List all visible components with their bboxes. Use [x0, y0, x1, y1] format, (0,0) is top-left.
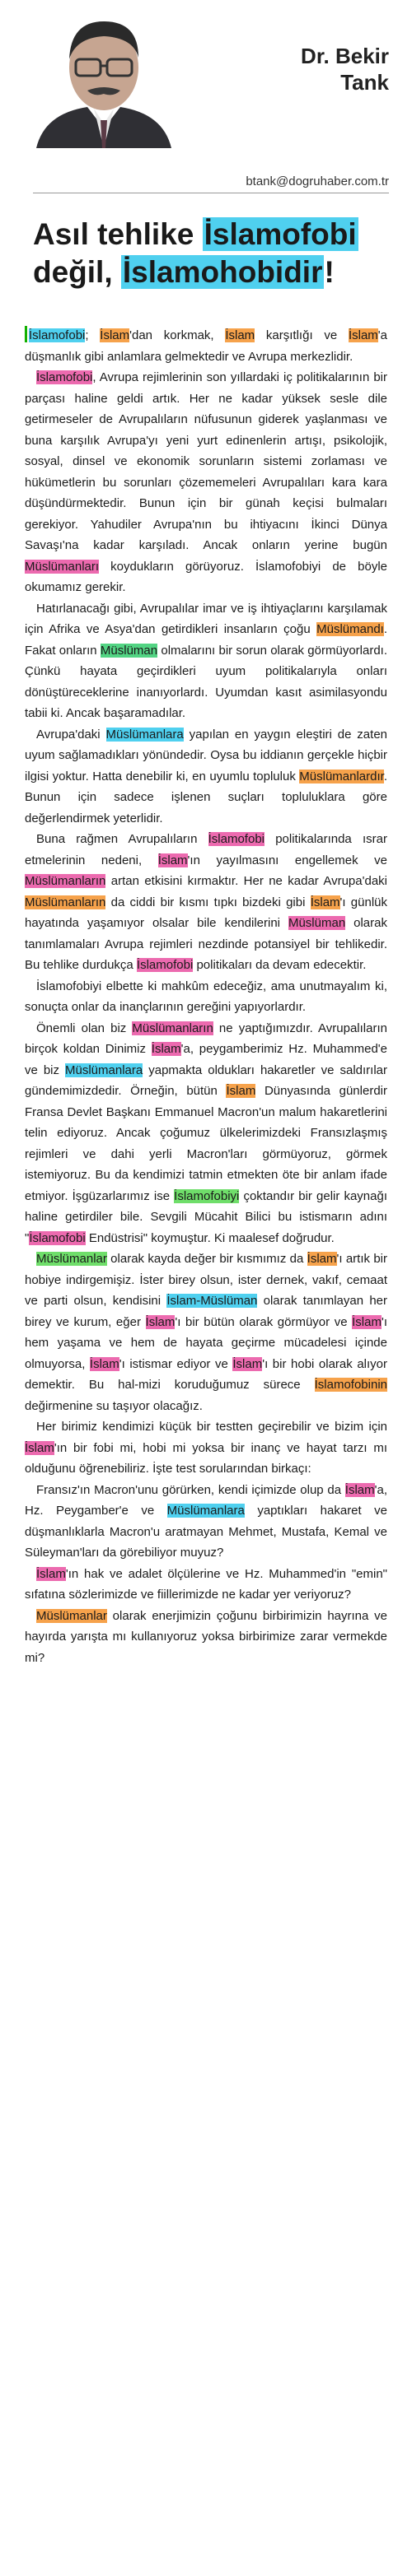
highlighted-term: Müslümanlardır	[299, 769, 384, 783]
highlighted-term: Müslümandı	[316, 622, 384, 636]
paragraph-text: 'ı istismar ediyor ve	[119, 1356, 233, 1371]
paragraph	[25, 598, 387, 724]
paragraph-text: yapmakta oldukları hakaretler ve saldırılar gündemimizdedir. Örneğin, bütün	[25, 1062, 387, 1098]
paragraph-text: Endüstrisi" koymuştur. Ki maalesef doğrudur.	[85, 1230, 335, 1245]
email-divider	[33, 174, 389, 193]
author-last-name: Tank	[340, 70, 389, 95]
highlighted-term: Müslümanlara	[65, 1062, 143, 1077]
paragraph-text: 'ın hak ve adalet ölçülerine ve Hz. Muhammed'in "emin" sıfatına sözlerimizde ve fiillerimizde ne kadar yer veriyoruz?	[25, 1566, 387, 1602]
title-line2-prefix: değil,	[33, 255, 121, 289]
highlighted-term: İslamofobi	[29, 328, 86, 342]
highlighted-term: İslam-Müslüman	[166, 1294, 258, 1308]
paragraph-text: Hatırlanacağı gibi, Avrupalılar imar ve iş ihtiyaçlarını karşılamak için Afrika ve Asya'dan getirdikleri insanların çoğu	[25, 601, 387, 636]
highlighted-term: İslam	[310, 895, 340, 909]
paragraph-text: . Bunun için sadece işlenen suçları topluluklara göre değerlendirmek yeterlidir.	[25, 769, 387, 825]
article-title	[33, 216, 396, 291]
highlighted-term: İslam	[151, 1042, 181, 1056]
paragraph-text: 'ı bir bütün olarak görmüyor ve	[175, 1314, 353, 1329]
paragraph-text: çoktandır bir gelir kaynağı haline getirdiler bile. Sevgili Mücahit Bilici bu istismarın adını "	[25, 1188, 388, 1245]
author-name-block	[301, 43, 389, 95]
highlighted-term: İslam	[348, 328, 378, 342]
paragraph-text: yapılan en yaygın eleştiri de zaten uyum sağlamadıkları yönündedir. Oysa bu iddianın gerçekle hiçbir ilgisi yoktur. Hatta denebilir ki, en uyumlu topluluk	[25, 727, 387, 783]
title-line2-suffix: !	[324, 255, 335, 289]
paragraph-text: Fransız'ın Macron'unu görürken, kendi içimizde olup da	[36, 1482, 345, 1497]
author-email: btank@dogruhaber.com.tr	[246, 174, 389, 188]
paragraph	[25, 325, 387, 367]
paragraph-text: 'a, peygamberimiz Hz. Muhammed'e ve biz	[25, 1042, 387, 1077]
paragraph-text: politikalarında ısrar etmelerinin nedeni,	[25, 832, 387, 867]
highlighted-term: Müslümanlar	[36, 1608, 107, 1623]
author-first-name: Dr. Bekir	[301, 44, 389, 68]
paragraph	[25, 1606, 387, 1669]
paragraph-text: olarak tanımlamaları Avrupa rejimleri nezdinde potansiyel bir tehlikedir. Bu tehlike durdukça	[25, 916, 387, 972]
highlighted-term: Müslümanların	[132, 1021, 213, 1035]
paragraph	[25, 1018, 387, 1249]
highlighted-term: Müslümanları	[25, 559, 100, 574]
highlighted-term: İslam	[307, 1252, 337, 1266]
paragraph	[25, 724, 387, 830]
paragraph-text: Her birimiz kendimizi küçük bir testten geçirebilir ve bizim için	[36, 1420, 387, 1434]
paragraph-text: olarak tanımlayan her birey ve kurum, eğer	[25, 1294, 387, 1329]
paragraph-text: politikaları da devam edecektir.	[193, 958, 367, 972]
paragraph	[25, 976, 387, 1018]
paragraph-text: da ciddi bir kısmı tıpkı bizdeki gibi	[105, 895, 311, 909]
highlighted-term: Müslümanlar	[36, 1252, 107, 1266]
paragraph-text: 'dan korkmak,	[129, 328, 226, 342]
highlighted-term: İslam	[232, 1356, 263, 1371]
paragraph-text: 'ı bir hobi olarak alıyor demektir. Bu hal-mizi koruduğumuz sürece	[25, 1356, 387, 1392]
highlighted-term: Müslümanlara	[166, 1504, 245, 1518]
highlighted-term: İslamofobi	[36, 370, 93, 384]
paragraph-text: ;	[85, 328, 101, 342]
highlighted-term: İslam	[89, 1356, 119, 1371]
article-body	[25, 325, 387, 1668]
paragraph-text: . Fakat onların	[25, 622, 387, 658]
paragraph-text: artan etkisini kırmaktır. Her ne kadar Avrupa'daki	[105, 874, 387, 888]
highlighted-term: Müslümanlara	[105, 727, 184, 742]
title-line-2	[33, 253, 396, 291]
paragraph-text: karşıtlığı ve	[255, 328, 349, 342]
highlighted-term: İslamofobi	[29, 1230, 86, 1245]
author-portrait-icon	[28, 8, 176, 148]
text-cursor-icon	[25, 326, 27, 342]
paragraph-text: Dünyasında günlerdir Fransa Devlet Başkanı Emmanuel Macron'un malum hakaretlerini telin ediyoruz. Ancak çoğumuz ülkelerimizdeki Fransızlaşmış rejimleri ve dahi yerli Macron'ları görmüyoruz, görmek istemiyoruz. Bu da kendimizi tatmin etmekten öte bir anlam ifade etmiyor. İşgüzarlarımız ise	[25, 1084, 387, 1203]
title-line2-highlight: İslamohobidir	[122, 255, 323, 289]
paragraph-text: 'a, Hz. Peygamber'e ve	[25, 1482, 387, 1518]
highlighted-term: İslam	[157, 853, 188, 867]
highlighted-term: İslam	[344, 1482, 375, 1497]
paragraph-text: 'ın yayılmasını engellemek ve	[187, 853, 387, 867]
paragraph-text: 'ı günlük hayatında yaşamıyor olsalar bile kendilerini	[25, 895, 387, 930]
title-line1-highlight: İslamofobi	[204, 217, 357, 251]
paragraph-text: 'ı hem yaşama ve hem de hayata geçirme mücadelesi içinde olmuyorsa,	[25, 1314, 388, 1371]
highlighted-term: Müslümanların	[25, 895, 106, 909]
paragraph-text: koydukların görüyoruz. İslamofobiyi de böyle okumamız gerekir.	[25, 559, 387, 594]
paragraph-text: olarak enerjimizin çoğunu birbirimizin hayrına ve hayırda yarışta mı kullanıyoruz yoksa birbirimize zarar vermekde mi?	[25, 1608, 387, 1665]
highlighted-term: İslamofobinin	[314, 1378, 387, 1392]
paragraph-text: Buna rağmen Avrupalıların	[36, 832, 208, 846]
paragraph-text: Önemli olan biz	[36, 1021, 133, 1035]
highlighted-term: Müslümanların	[25, 874, 106, 888]
paragraph-text: ne yaptığımızdır. Avrupalıların birçok koldan Dinimiz	[25, 1021, 387, 1056]
highlighted-term: İslam	[225, 328, 255, 342]
paragraph-text: yaptıkları hakaret ve düşmanlıklarla Macron'u aratmayan Mehmet, Mustafa, Kemal ve Süleyman'ları da görebiliyor muyuz?	[25, 1504, 387, 1560]
paragraph-text: 'a düşmanlık gibi anlamlara gelmektedir ve Avrupa merkezlidir.	[25, 328, 387, 364]
paragraph	[25, 367, 387, 598]
title-line-1	[33, 216, 396, 253]
paragraph-text: İslamofobiyi elbette ki mahkûm edeceğiz, ama unutmayalım ki, sonuçta onlar da inançlarının gereğini yapıyorlardır.	[25, 979, 387, 1014]
author-photo	[28, 8, 176, 148]
highlighted-term: İslamofobiyi	[174, 1188, 240, 1203]
paragraph-text: 'ın bir fobi mi, hobi mi yoksa bir inanç ve hayat tarzı mı olduğunu öğrenebiliriz. İşte test sorularından birkaçı:	[25, 1440, 387, 1476]
highlighted-term: Müslüman	[100, 643, 158, 658]
highlighted-term: İslam	[352, 1314, 382, 1329]
title-line1-prefix: Asıl tehlike	[33, 217, 203, 251]
paragraph	[25, 1564, 387, 1606]
paragraph	[25, 829, 387, 976]
paragraph	[25, 1248, 387, 1416]
paragraph	[25, 1416, 387, 1480]
highlighted-term: İslamofobi	[208, 832, 265, 846]
highlighted-term: İslam	[145, 1314, 176, 1329]
paragraph	[25, 1480, 387, 1564]
paragraph-text: değirmenine su taşıyor olacağız.	[25, 1398, 203, 1413]
highlighted-term: İslamofobi	[136, 958, 194, 972]
highlighted-term: İslam	[100, 328, 130, 342]
highlighted-term: İslam	[36, 1566, 66, 1581]
paragraph-text: Avrupa'daki	[36, 727, 106, 742]
paragraph-text: olmalarını bir sorun olarak görmüyorlardı. Çünkü hayata geçirdikleri uyum politikalarıyla onları dönüştüreceklerine inanıyorlardı. Uyumdan kasıt asimilasyondu tabii ki. Ancak başaramadılar.	[25, 643, 388, 720]
paragraph-text: olarak kayda değer bir kısmımız da	[106, 1252, 307, 1266]
paragraph-text: 'ı artık bir hobiye indirgemişiz. İster birey olsun, ister dernek, vakıf, cemaat ve parti olsun, kendisini	[25, 1252, 387, 1308]
column-header	[0, 0, 412, 165]
highlighted-term: İslam	[25, 1440, 54, 1455]
highlighted-term: Müslüman	[288, 916, 346, 930]
highlighted-term: İslam	[226, 1084, 256, 1098]
paragraph-text: , Avrupa rejimlerinin son yıllardaki iç politikalarının bir parçası haline geldi artık. Her ne kadar yüksek sesle dile getirmeseler de Avrupalıların nüfusunun giderek yaşlanması ve buna karşılık Avrupa'yı yeni yurt edinenlerin artışı, psikolojik, sosyal, dinsel ve ekonomik sorunların sistemi zorlaması ve hükümetlerin bu sorunları çözememeleri Avrupalıları kara kara düşündürmektedir. Bunun için bir günah keçisi bulmaları gerekiyor. Yahudiler Avrupa'nın bu ihtiyacını İkinci Dünya Savaşı'na kadar karşıladı. Ancak onların yerine bugün	[25, 370, 387, 552]
